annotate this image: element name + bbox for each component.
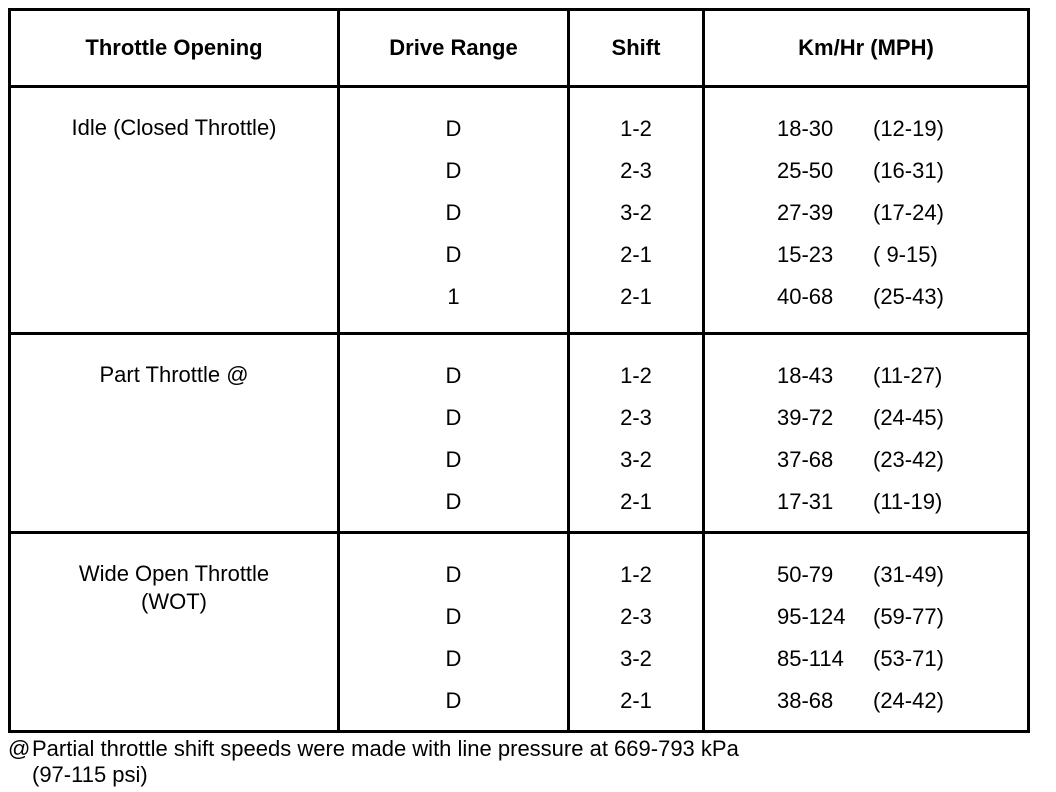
drive-range-value: D [445, 489, 462, 514]
drive-range-value: D [445, 405, 462, 430]
throttle-group [11, 85, 1027, 332]
shift-value: 2-3 [620, 405, 652, 430]
speed-mph: (23-42) [873, 447, 944, 472]
speed-value [705, 596, 1027, 638]
speed-value [705, 355, 1027, 397]
drive-range-cell [337, 534, 567, 730]
drive-range-value: D [445, 242, 462, 267]
speed-value [705, 481, 1027, 523]
speed-mph: (31-49) [873, 562, 944, 587]
speed-cell [702, 88, 1027, 332]
footnote-line-1: Partial throttle shift speeds were made with line pressure at 669-793 kPa [32, 736, 739, 761]
throttle-opening-cell [11, 88, 337, 332]
speed-mph: (59-77) [873, 604, 944, 629]
speed-kmh: 95-124 [777, 604, 846, 629]
shift-value: 3-2 [620, 646, 652, 671]
speed-kmh: 85-114 [777, 646, 844, 671]
throttle-opening-label: (WOT) [141, 589, 207, 614]
speed-cell [702, 534, 1027, 730]
shift-value: 1-2 [620, 562, 652, 587]
drive-range-value: D [445, 116, 462, 141]
footnote [8, 736, 739, 788]
throttle-opening-cell [11, 335, 337, 531]
footnote-line-2: (97-115 psi) [32, 762, 148, 787]
speed-value [705, 234, 1027, 276]
table-header [11, 11, 1027, 85]
shift-value: 2-3 [620, 158, 652, 183]
speed-mph: (16-31) [873, 158, 944, 183]
speed-kmh: 39-72 [777, 405, 834, 430]
speed-kmh: 50-79 [777, 562, 834, 587]
shift-value: 2-3 [620, 604, 652, 629]
shift-value: 2-1 [620, 489, 652, 514]
speed-kmh: 15-23 [777, 242, 834, 267]
header-drive-range: Drive Range [337, 11, 567, 85]
shift-cell [567, 88, 702, 332]
drive-range-value: D [445, 646, 462, 671]
shift-cell [567, 534, 702, 730]
shift-value: 3-2 [620, 200, 652, 225]
drive-range-value: D [445, 158, 462, 183]
speed-mph: (25-43) [873, 284, 944, 309]
header-throttle-opening: Throttle Opening [85, 35, 263, 60]
shift-value: 2-1 [620, 284, 652, 309]
throttle-opening-cell [11, 534, 337, 730]
drive-range-value: D [445, 688, 462, 713]
drive-range-value: D [445, 604, 462, 629]
shift-value: 2-1 [620, 242, 652, 267]
shift-cell [567, 335, 702, 531]
throttle-opening-label: Idle (Closed Throttle) [71, 115, 277, 140]
shift-value: 1-2 [620, 363, 652, 388]
speed-kmh: 18-30 [777, 116, 834, 141]
speed-value [705, 192, 1027, 234]
drive-range-cell [337, 335, 567, 531]
speed-kmh: 40-68 [777, 284, 834, 309]
drive-range-value: 1 [447, 284, 460, 309]
speed-value [705, 638, 1027, 680]
shift-value: 1-2 [620, 116, 652, 141]
speed-kmh: 27-39 [777, 200, 834, 225]
speed-mph: (24-45) [873, 405, 944, 430]
throttle-opening-label: Wide Open Throttle [78, 561, 270, 586]
speed-kmh: 25-50 [777, 158, 834, 183]
speed-value [705, 680, 1027, 722]
shift-speed-table [8, 8, 1030, 733]
speed-mph: (12-19) [873, 116, 944, 141]
throttle-group [11, 332, 1027, 531]
speed-mph: (17-24) [873, 200, 944, 225]
drive-range-value: D [445, 447, 462, 472]
speed-kmh: 37-68 [777, 447, 834, 472]
throttle-group [11, 531, 1027, 730]
speed-value [705, 276, 1027, 318]
speed-mph: (24-42) [873, 688, 944, 713]
drive-range-value: D [445, 562, 462, 587]
speed-mph: (11-19) [873, 489, 943, 514]
footnote-mark: @ [8, 736, 31, 761]
header-speed: Km/Hr (MPH) [702, 11, 1027, 85]
speed-value [705, 150, 1027, 192]
header-shift: Shift [567, 11, 702, 85]
drive-range-value: D [445, 363, 462, 388]
speed-mph: (11-27) [873, 363, 943, 388]
speed-kmh: 17-31 [777, 489, 834, 514]
speed-kmh: 18-43 [777, 363, 834, 388]
drive-range-cell [337, 88, 567, 332]
speed-cell [702, 335, 1027, 531]
speed-value [705, 108, 1027, 150]
speed-mph: ( 9-15) [873, 242, 938, 267]
speed-value [705, 439, 1027, 481]
throttle-opening-label: Part Throttle @ [99, 362, 249, 387]
shift-value: 3-2 [620, 447, 652, 472]
speed-kmh: 38-68 [777, 688, 834, 713]
speed-mph: (53-71) [873, 646, 944, 671]
speed-value [705, 554, 1027, 596]
shift-value: 2-1 [620, 688, 652, 713]
drive-range-value: D [445, 200, 462, 225]
speed-value [705, 397, 1027, 439]
